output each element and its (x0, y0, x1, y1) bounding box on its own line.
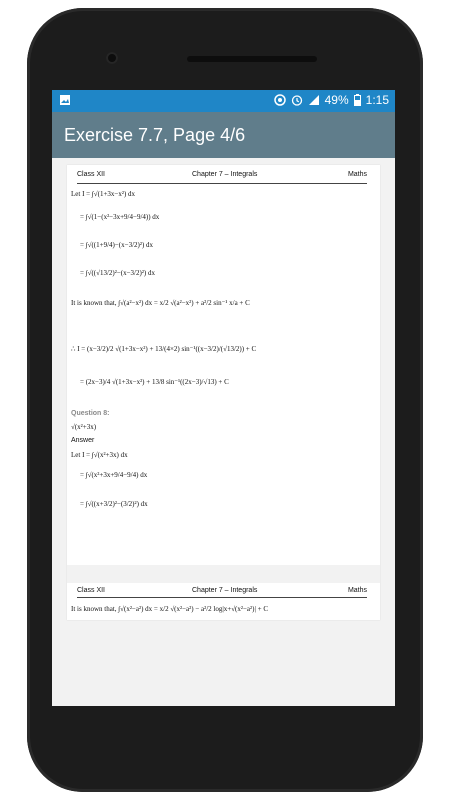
header-chapter: Chapter 7 – Integrals (192, 587, 258, 594)
answer-line: Let I = ∫√(x²+3x) dx (71, 451, 128, 459)
battery-percent: 49% (324, 93, 349, 107)
header-subject: Maths (347, 171, 367, 178)
front-camera (106, 52, 118, 64)
header-class: Class XII (77, 587, 106, 594)
app-bar (52, 112, 395, 158)
earpiece-speaker (187, 56, 317, 62)
header-chapter: Chapter 7 – Integrals (192, 171, 258, 178)
question-expression: √(x²+3x) (71, 423, 97, 431)
page-separator (67, 565, 380, 583)
answer-line: = ∫√((x+3/2)²−(3/2)²) dx (80, 500, 148, 508)
math-line: Let I = ∫√(1+3x−x²) dx (71, 190, 136, 198)
answer-label: Answer (71, 437, 95, 444)
math-line: It is known that, ∫√(a²−x²) dx = x/2 √(a²−x²) + a²/2 sin⁻¹ x/a + C (71, 299, 250, 307)
question-label: Question 8: (71, 410, 110, 417)
pdf-page[interactable] (67, 165, 380, 620)
status-bar (52, 90, 395, 112)
pdf-page-header (77, 170, 367, 184)
math-line: ∴ I = (x−3/2)/2 √(1+3x−x²) + 13/(4×2) sin⁻¹((x−3/2)/(√13/2)) + C (71, 345, 257, 353)
signal-icon (308, 94, 320, 106)
pdf-page-header-2 (77, 587, 367, 598)
math-line: = ∫√((1+9/4)−(x−3/2)²) dx (80, 241, 154, 249)
alarm-icon (291, 94, 303, 106)
device-screen (52, 90, 395, 706)
header-subject: Maths (347, 587, 367, 594)
answer-line: = ∫√(x²+3x+9/4−9/4) dx (80, 471, 148, 479)
math-line: = ∫√(1−(x²−3x+9/4−9/4)) dx (80, 213, 160, 221)
data-saver-icon (274, 94, 286, 106)
pdf-viewer[interactable] (52, 158, 395, 706)
image-notification-icon (59, 94, 71, 106)
header-class: Class XII (77, 171, 106, 178)
battery-icon (354, 94, 361, 106)
math-line: = ∫√((√13/2)²−(x−3/2)²) dx (80, 269, 156, 277)
page-title: Exercise 7.7, Page 4/6 (64, 125, 246, 145)
math-line: It is known that, ∫√(x²−a²) dx = x/2 √(x²−a²) − a²/2 log|x+√(x²−a²)| + C (71, 605, 268, 613)
math-line: = (2x−3)/4 √(1+3x−x²) + 13/8 sin⁻¹((2x−3)/√13) + C (80, 378, 229, 386)
clock-time: 1:15 (365, 93, 389, 107)
